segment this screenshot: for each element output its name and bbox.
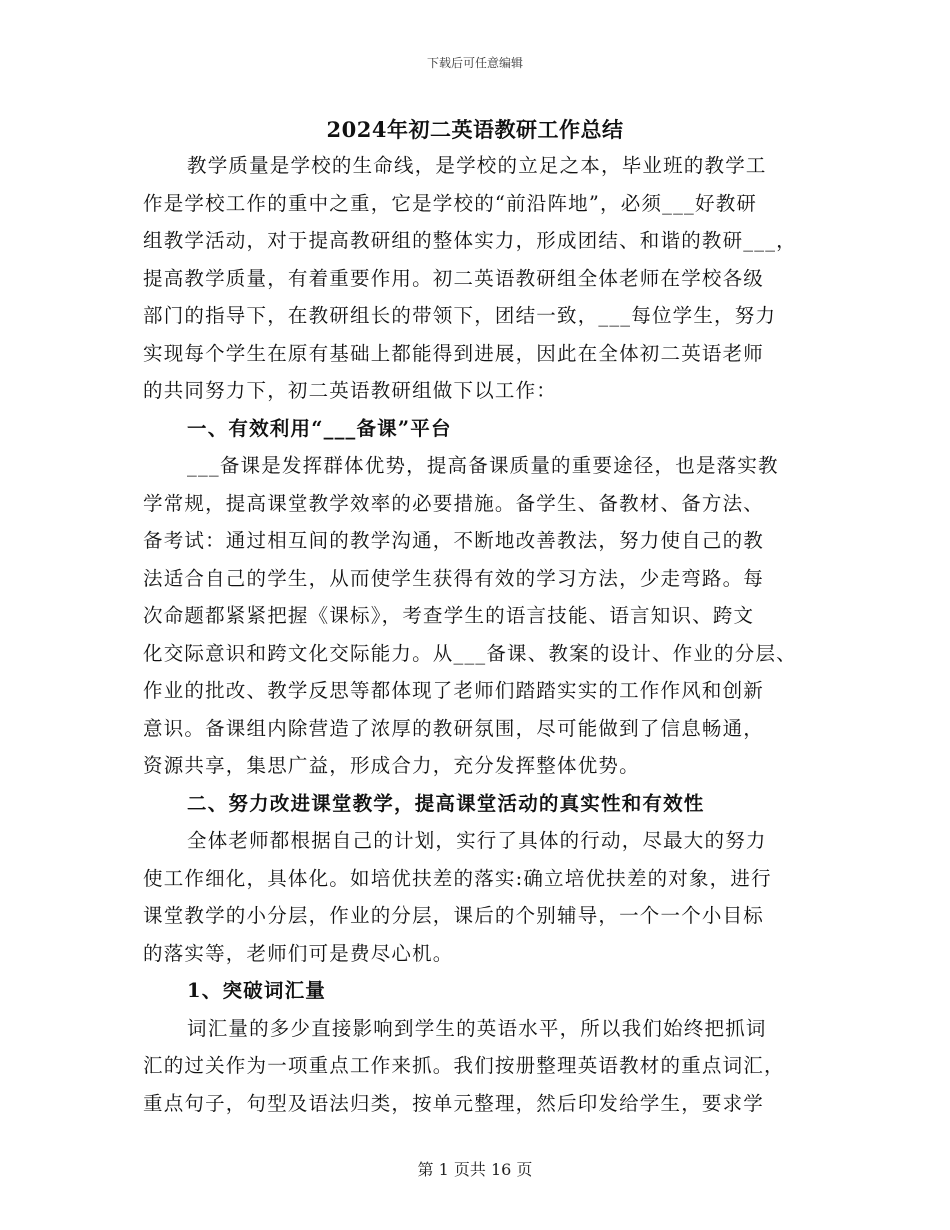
text-line: ___备课是发挥群体优势，提高备课质量的重要途径，也是落实教 [187,454,779,477]
text-line: 备考试：通过相互间的教学沟通，不断地改善教法，努力使自己的教 [143,529,765,552]
text-line: 组教学活动，对于提高教研组的整体实力，形成团结、和谐的教研___， [143,229,797,252]
text-line: 词汇量的多少直接影响到学生的英语水平，所以我们始终把抓词 [187,1016,767,1040]
section-heading: 二、努力改进课堂教学，提高课堂活动的真实性和有效性 [187,791,705,815]
document-body [143,147,813,1122]
text-line: 资源共享，集思广益，形成合力，充分发挥整体优势。 [143,754,640,777]
text-line: 的共同努力下，初二英语教研组做下以工作： [143,379,558,402]
text-line: 使工作细化，具体化。如培优扶差的落实:确立培优扶差的对象，进行 [143,866,772,890]
text-line: 意识。备课组内除营造了浓厚的教研氛围，尽可能做到了信息畅通， [143,716,765,740]
text-line: 汇的过关作为一项重点工作来抓。我们按册整理英语教材的重点词汇， [143,1054,785,1077]
text-line: 提高教学质量，有着重要作用。初二英语教研组全体老师在学校各级 [143,266,765,290]
text-line: 课堂教学的小分层，作业的分层，课后的个别辅导，一个一个小目标 [143,904,765,927]
text-line: 实现每个学生在原有基础上都能得到进展，因此在全体初二英语老师 [143,341,765,365]
text-line: 教学质量是学校的生命线，是学校的立足之本，毕业班的教学工 [187,154,767,177]
text-line: 的落实等，老师们可是费尽心机。 [143,941,454,965]
header-note: 下载后可任意编辑 [426,56,523,70]
text-line: 全体老师都根据自己的计划，实行了具体的行动，尽最大的努力 [187,829,767,852]
section-heading: 一、有效利用“___备课”平台 [187,416,452,440]
text-line: 次命题都紧紧把握《课标》，考查学生的语言技能、语言知识、跨文 [143,604,755,627]
text-line: 部门的指导下，在教研组长的带领下，团结一致，___每位学生，努力 [143,304,777,327]
document-title: 2024年初二英语教研工作总结 [326,117,624,142]
text-line: 作是学校工作的重中之重，它是学校的“前沿阵地”，必须___好教研 [143,191,758,215]
page-footer: 第 1 页共 16 页 [417,1160,533,1179]
text-line: 法适合自己的学生，从而使学生获得有效的学习方法，少走弯路。每 [143,566,765,590]
text-line: 作业的批改、教学反思等都体现了老师们踏踏实实的工作作风和创新 [143,679,765,702]
text-line: 化交际意识和跨文化交际能力。从___备课、教案的设计、作业的分层、 [143,641,797,665]
section-heading: 1、突破词汇量 [187,979,326,1002]
text-line: 重点句子，句型及语法归类，按单元整理，然后印发给学生，要求学 [143,1091,765,1115]
text-line: 学常规，提高课堂教学效率的必要措施。备学生、备教材、备方法、 [143,491,765,515]
